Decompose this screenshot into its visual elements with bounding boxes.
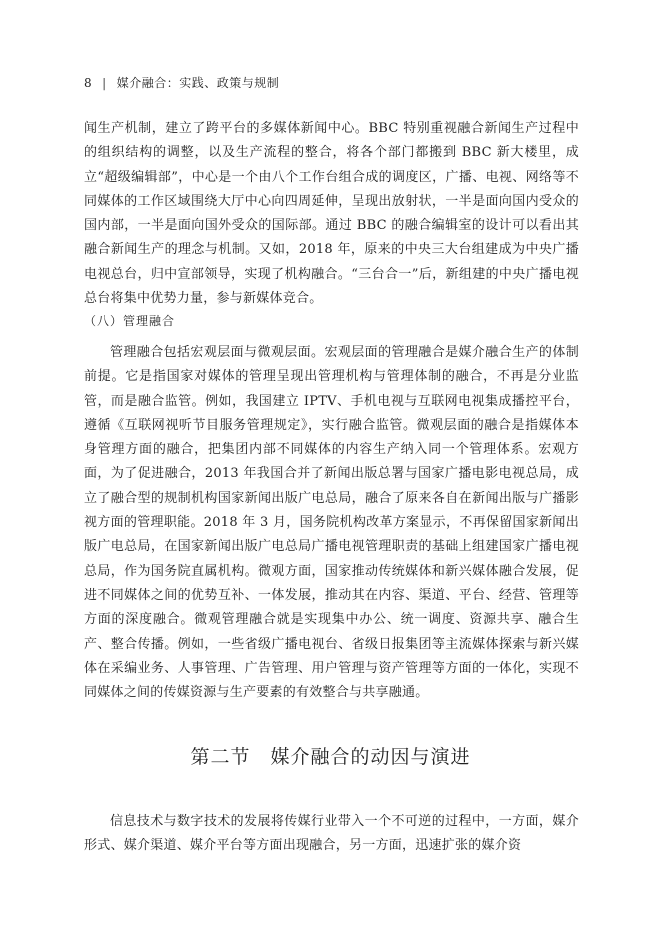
- paragraph-1: 闻生产机制，建立了跨平台的多媒体新闻中心。BBC 特别重视融合新闻生产过程中的组织结构的调整，以及生产流程的整合，将各个部门都搬到 BBC 新大楼里，成立“超级编辑部”，中心是一个由八个工作台组合成的调度区，广播、电视、网络等不同媒体的工作区域围绕大厅中心向四周延伸，呈现出放射状，一半是面向国内受众的国内部，一半是面向国外受众的国际部。通过 BBC 的融合编辑室的设计可以看出其融合新闻生产的理念与机制。又如，2018 年，原来的中央三大台组建成为中央广播电视总台，归中宣部领导，实现了机构融合。“三台合一”后，新组建的中央广播电视总台将集中优势力量，参与新媒体竞合。: [84, 121, 579, 307]
- header-separator: |: [102, 76, 107, 90]
- section-title: 第二节 媒介融合的动因与演进: [190, 746, 471, 768]
- paragraph-continued: [84, 117, 579, 311]
- running-head: [84, 74, 279, 91]
- page-number: 8: [84, 76, 93, 90]
- book-title: 媒介融合：实践、政策与规制: [116, 76, 280, 90]
- subheading-management-convergence: （八）管理融合: [84, 314, 176, 328]
- paragraph-section-intro: [84, 810, 579, 859]
- paragraph-3: 信息技术与数字技术的发展将传媒行业带入一个不可逆的过程中，一方面，媒介形式、媒介渠道、媒介平台等方面出现融合，另一方面，迅速扩张的媒介资: [84, 814, 579, 854]
- paragraph-2: 管理融合包括宏观层面与微观层面。宏观层面的管理融合是媒介融合生产的体制前提。它是指国家对媒体的管理呈现出管理机构与管理体制的融合，不再是分业监管，而是融合监管。例如，我国建立 IPTV、手机电视与互联网电视集成播控平台，遵循《互联网视听节目服务管理规定》，实行融合监管。微观层面的融合是指媒体本身管理方面的融合，把集团内部不同媒体的内容生产纳入同一个管理体系。宏观方面，为了促进融合，2013 年我国合并了新闻出版总署与国家广播电影电视总局，成立了融合型的规制机构国家新闻出版广电总局，融合了原来各自在新闻出版与广播影视方面的管理职能。2018 年 3 月，国务院机构改革方案显示，不再保留国家新闻出版广电总局，在国家新闻出版广电总局广播电视管理职责的基础上组建国家广播电视总局，作为国务院直属机构。微观方面，国家推动传统媒体和新兴媒体融合发展，促进不同媒体之间的优势互补、一体发展，推动其在内容、渠道、平台、经营、管理等方面的深度融合。微观管理融合就是实现集中办公、统一调度、资源共享、融合生产、整合传播。例如，一些省级广播电视台、省级日报集团等主流媒体探索与新兴媒体在采编业务、人事管理、广告管理、用户管理与资产管理等方面的一体化，实现不同媒体之间的传媒资源与生产要素的有效整合与共享融通。: [84, 345, 579, 701]
- paragraph-management: [84, 341, 579, 705]
